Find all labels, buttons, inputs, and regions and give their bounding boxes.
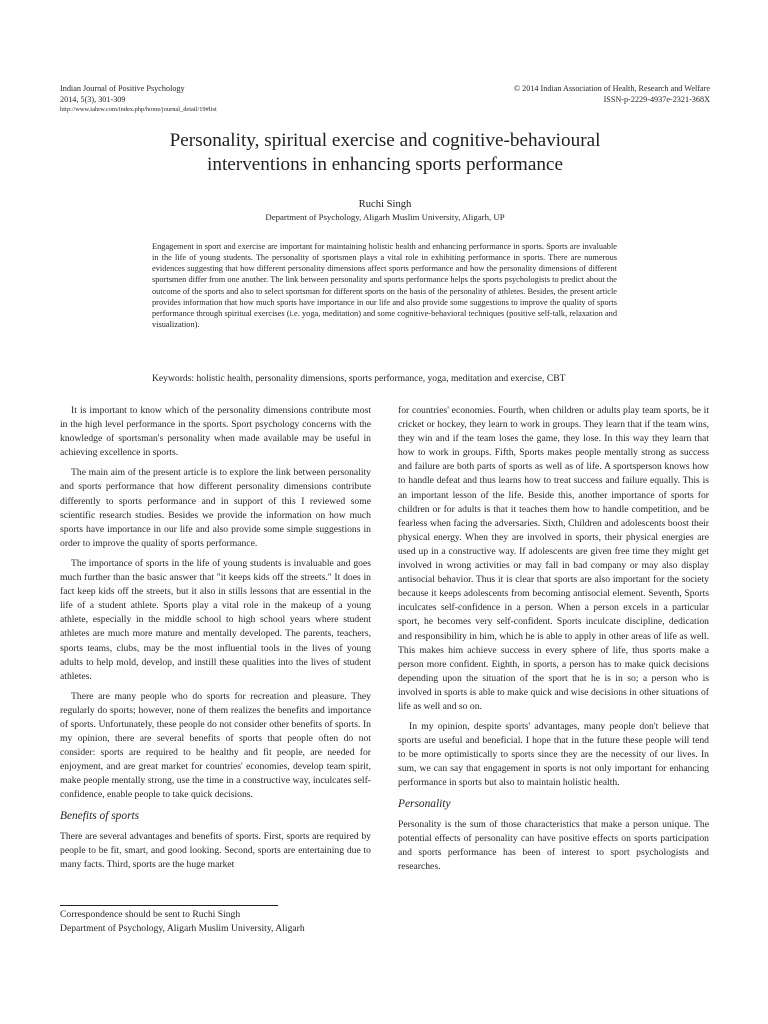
section-heading-personality: Personality (398, 797, 451, 810)
left-paragraph-2: The main aim of the present article is to explore the link between personality and sports performance that how different personality dimensions contribute differently to sports performance and in support of this I reviewed some scientific research studies. Besides we provide the information on how much sports have importance in our life and also provide some simple suggestions in order to improve the quality of sports performance. (60, 467, 371, 549)
left-paragraph-1: It is important to know which of the personality dimensions contribute most in the high level performance in the sports. Sport psychology concerns with the knowledge of sportsman's personality when made available may be useful in achieving excellence in sports. (60, 405, 371, 459)
left-paragraph-3: The importance of sports in the life of young students is invaluable and goes much further than the basic answer that "it keeps kids off the streets." It does in fact keep kids off the streets, but it also in stills lessons that are essential in the life of a student athlete. Sports play a vital role in the makeup of a young athlete, especially in the middle school to high school years where student athletes are much more mature and mentally developed. The parents, teachers, sports teams, clubs, may be the most influential tools in the lives of young adults to help mold, develop, and instill these qualities into the lives of student athletes. (60, 557, 371, 682)
keywords: Keywords: holistic health, personality dimensions, sports performance, yoga, meditation and exercise, CBT (152, 373, 566, 384)
correspondence-footnote (60, 905, 371, 936)
right-paragraph-3: Personality is the sum of those characteristics that make a person unique. The potential effects of personality can have positive effects on sports participation and sports performance has been of interest to sport psychologists and researches. (398, 818, 709, 872)
left-column (60, 404, 371, 878)
paper-title (60, 129, 710, 177)
abstract: Engagement in sport and exercise are important for maintaining holistic health and enhancing performance in sports. Sports are invaluable in the life of young students. The personality of sportsmen plays a vital role in exhibiting performance in sports. There are numerous evidences suggesting that how different personality dimensions affect sports performance and how the personality dimensions of different sportsmen differ from one another. The link between personality and sports performance helps the sports psychologists to predict about the outcome of the sports and also to select sportsman for different sports on the basis of the personality of athletes. Besides, the present article provides information that how much sports have importance in our life and also provide some suggestions to improve the quality of sports performance through spiritual exercises (i.e. yoga, meditation) and some cognitive-behavioral techniques (positive self-talk, relaxation and visualization). (152, 242, 617, 330)
journal-name: Indian Journal of Positive Psychology (60, 84, 185, 93)
title-line-2: interventions in enhancing sports performance (207, 154, 563, 175)
left-paragraph-4: There are many people who do sports for recreation and pleasure. They regularly do sports; however, none of them realizes the benefits and importance of sports. Unfortunately, these people do not consider other benefits of sports. In my opinion, there are several benefits of sports that people often do not consider: sports are required to be healthy and fit people, are needed for enjoyment, and are great market for countries' economies, develop team spirit, make people mentally strong, use the time in a constructive way, inculcates self-confidence, enable people to take quick decisions. (60, 690, 371, 801)
section-heading-benefits: Benefits of sports (60, 809, 140, 822)
author-name: Ruchi Singh (358, 199, 412, 210)
author-affiliation: Department of Psychology, Aligarh Muslim University, Aligarh, UP (265, 212, 505, 222)
journal-url[interactable]: http://www.iahrw.com/index.php/home/journal_detail/19#list (60, 106, 217, 113)
title-line-1: Personality, spiritual exercise and cognitive-behavioural (169, 130, 601, 151)
journal-header-left (60, 84, 217, 116)
journal-header-right (514, 84, 710, 105)
right-paragraph-2: In my opinion, despite sports' advantages, many people don't believe that sports are useful and beneficial. I hope that in the future these people will tend to be more optimistically to sports since they are the necessity of our lives. In sum, we can say that engagement in sports is not only important for enhancing performance in sports but also to maintain holistic health. (398, 721, 709, 789)
left-paragraph-5: There are several advantages and benefits of sports. First, sports are required by people to be fit, smart, and good looking. Second, sports are entertaining due to many facts. Third, sports are the huge market (60, 830, 371, 870)
copyright-notice: © 2014 Indian Association of Health, Research and Welfare (513, 84, 710, 93)
issn: ISSN-p-2229-4937e-2321-368X (603, 94, 710, 104)
footnote-rule (60, 905, 278, 906)
right-column (398, 404, 709, 880)
journal-volume: 2014, 5(3), 301-309 (60, 94, 126, 104)
footnote-line-1: Correspondence should be sent to Ruchi Singh (60, 909, 241, 920)
footnote-line-2: Department of Psychology, Aligarh Muslim University, Aligarh (60, 923, 305, 934)
right-paragraph-1: for countries' economies. Fourth, when children or adults play team sports, be it cricket or hockey, they learn to work in groups. They learn that if the team wins, they win and if the team loses the game, they lose. In this way they learn that how to work in groups. Fifth, Sports makes people mentally strong as success and failure are both parts of sports as well as of life. A sportsperson knows how to handle defeat and thus learns how to treat success and failure equally. This is an important lesson of the life. Beside this, another importance of sports for children or for adults is that it teaches them how to handle competition, and be fearless when facing the adversaries. Sixth, Children and adolescents boost their physical energy. When they are involved in sports, their physical energies are used up in a constructive way. If adolescents are given free time they might get involved in wrong activities or may fall in bad company or may also display antisocial behavior. Thus it is clear that sports are also important for the society because it keeps adolescents from becoming antisocial element. Seventh, Sports inculcates self-confidence in a person. When a person excels in a particular sport, he becomes very self-confident. Sports inculcate discipline, dedication and responsibility in him, which he is able to apply in other areas of life as well. This makes him achieve success in every sphere of life, thus sports make a person more confident. Eighth, in sports, a person has to make quick decisions depending upon the situation of the sport that he is in so; a person who is involved in sports is able to make quick and wise decisions in other situations of life as well and so on. (398, 405, 709, 712)
